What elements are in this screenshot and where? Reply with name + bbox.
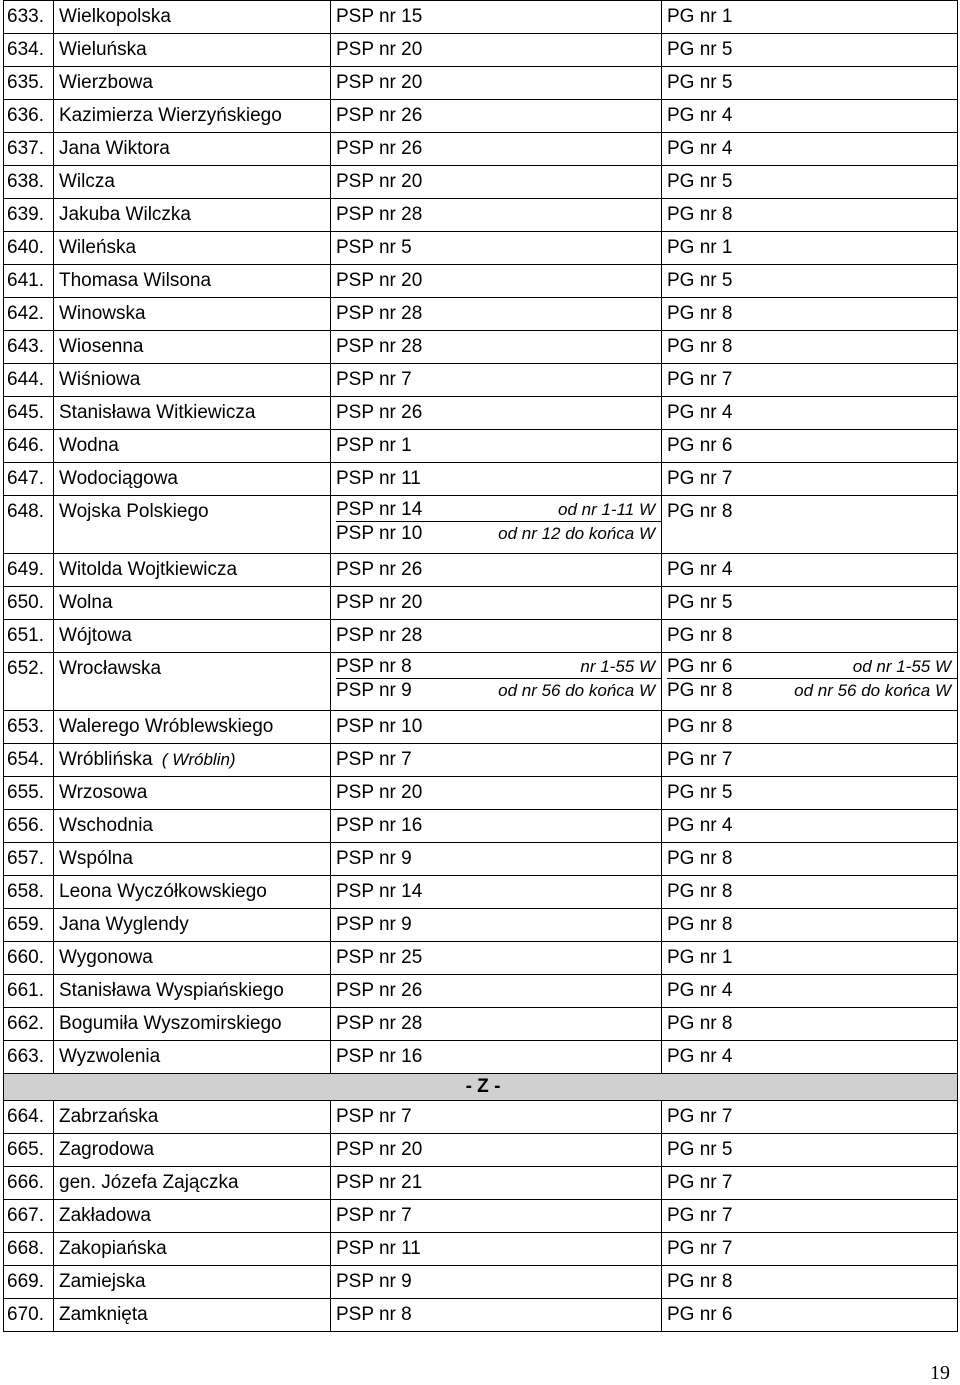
street-name: Stanisława Witkiewicza — [54, 397, 331, 430]
primary-school: PSP nr 11 — [331, 1233, 662, 1266]
table-row — [4, 1134, 958, 1167]
middle-school: PG nr 8 — [662, 876, 958, 909]
street-name: Wojska Polskiego — [54, 496, 331, 554]
row-number: 643. — [4, 331, 54, 364]
street-name: Wspólna — [54, 843, 331, 876]
street-name: Jana Wiktora — [54, 133, 331, 166]
page-number: 19 — [930, 1362, 950, 1384]
primary-school: PSP nr 14 — [336, 499, 423, 520]
primary-school-cell — [331, 496, 662, 554]
table-row — [4, 909, 958, 942]
row-number: 660. — [4, 942, 54, 975]
range-note: nr 1-55 W — [580, 657, 655, 676]
street-name: Wrzosowa — [54, 777, 331, 810]
table-row — [4, 1200, 958, 1233]
primary-school: PSP nr 11 — [331, 463, 662, 496]
middle-school: PG nr 7 — [662, 1233, 958, 1266]
row-number: 652. — [4, 653, 54, 711]
middle-school: PG nr 8 — [662, 298, 958, 331]
street-name: Wyzwolenia — [54, 1041, 331, 1074]
primary-school: PSP nr 20 — [331, 587, 662, 620]
middle-school-cell — [662, 653, 958, 711]
table-row — [4, 1, 958, 34]
table-row — [4, 265, 958, 298]
street-name: gen. Józefa Zajączka — [54, 1167, 331, 1200]
street-name: Wodna — [54, 430, 331, 463]
primary-school: PSP nr 8 — [331, 1299, 662, 1332]
primary-school: PSP nr 21 — [331, 1167, 662, 1200]
middle-school: PG nr 4 — [662, 100, 958, 133]
row-number: 634. — [4, 34, 54, 67]
row-number: 655. — [4, 777, 54, 810]
table-row — [4, 364, 958, 397]
table-row — [4, 942, 958, 975]
middle-school: PG nr 7 — [662, 1167, 958, 1200]
primary-school: PSP nr 26 — [331, 554, 662, 587]
middle-school: PG nr 8 — [662, 1008, 958, 1041]
table-row — [4, 463, 958, 496]
primary-school: PSP nr 26 — [331, 397, 662, 430]
street-name: Wiśniowa — [54, 364, 331, 397]
row-number: 670. — [4, 1299, 54, 1332]
street-name: Winowska — [54, 298, 331, 331]
middle-school-range — [667, 656, 957, 679]
street-name: Bogumiła Wyszomirskiego — [54, 1008, 331, 1041]
primary-school: PSP nr 26 — [331, 133, 662, 166]
street-name: Wiosenna — [54, 331, 331, 364]
row-number: 666. — [4, 1167, 54, 1200]
row-number: 658. — [4, 876, 54, 909]
street-name: Jana Wyglendy — [54, 909, 331, 942]
middle-school: PG nr 8 — [662, 843, 958, 876]
street-name: Jakuba Wilczka — [54, 199, 331, 232]
table-row — [4, 653, 958, 711]
table-row — [4, 166, 958, 199]
primary-school: PSP nr 9 — [336, 680, 412, 701]
row-number: 657. — [4, 843, 54, 876]
row-number: 651. — [4, 620, 54, 653]
table-row — [4, 1233, 958, 1266]
row-number: 667. — [4, 1200, 54, 1233]
middle-school: PG nr 7 — [662, 744, 958, 777]
table-row — [4, 975, 958, 1008]
primary-school: PSP nr 28 — [331, 199, 662, 232]
primary-school: PSP nr 16 — [331, 1041, 662, 1074]
street-name: Stanisława Wyspiańskiego — [54, 975, 331, 1008]
middle-school: PG nr 4 — [662, 1041, 958, 1074]
street-name: Wrocławska — [54, 653, 331, 711]
table-row — [4, 810, 958, 843]
row-number: 646. — [4, 430, 54, 463]
primary-school: PSP nr 20 — [331, 1134, 662, 1167]
table-row — [4, 554, 958, 587]
street-name: Walerego Wróblewskiego — [54, 711, 331, 744]
range-note: od nr 12 do końca W — [498, 524, 655, 543]
middle-school: PG nr 8 — [662, 1266, 958, 1299]
row-number: 663. — [4, 1041, 54, 1074]
primary-school: PSP nr 9 — [331, 843, 662, 876]
table-row — [4, 1101, 958, 1134]
street-name: Wileńska — [54, 232, 331, 265]
row-number: 637. — [4, 133, 54, 166]
primary-school: PSP nr 28 — [331, 620, 662, 653]
table-row — [4, 133, 958, 166]
table-row — [4, 843, 958, 876]
range-note: od nr 1-11 W — [557, 500, 655, 519]
primary-school-range — [336, 499, 661, 522]
table-row — [4, 397, 958, 430]
street-name: Zagrodowa — [54, 1134, 331, 1167]
street-name: Thomasa Wilsona — [54, 265, 331, 298]
row-number: 641. — [4, 265, 54, 298]
range-note: od nr 1-55 W — [852, 657, 951, 676]
middle-school: PG nr 1 — [662, 1, 958, 34]
primary-school: PSP nr 14 — [331, 876, 662, 909]
row-number: 639. — [4, 199, 54, 232]
primary-school: PSP nr 8 — [336, 656, 412, 677]
middle-school: PG nr 8 — [662, 496, 958, 554]
primary-school: PSP nr 26 — [331, 975, 662, 1008]
primary-school: PSP nr 9 — [331, 909, 662, 942]
middle-school: PG nr 5 — [662, 166, 958, 199]
street-name: Wójtowa — [54, 620, 331, 653]
primary-school: PSP nr 10 — [336, 523, 423, 544]
row-number: 662. — [4, 1008, 54, 1041]
table-row — [4, 496, 958, 554]
table-row — [4, 620, 958, 653]
street-name: Wróblińska — [59, 749, 153, 770]
table-row — [4, 430, 958, 463]
primary-school: PSP nr 20 — [331, 34, 662, 67]
middle-school-range — [667, 680, 957, 702]
row-number: 653. — [4, 711, 54, 744]
primary-school: PSP nr 26 — [331, 100, 662, 133]
middle-school: PG nr 8 — [667, 680, 733, 701]
table-row — [4, 331, 958, 364]
middle-school: PG nr 7 — [662, 463, 958, 496]
row-number: 656. — [4, 810, 54, 843]
row-number: 647. — [4, 463, 54, 496]
middle-school: PG nr 4 — [662, 133, 958, 166]
table-row — [4, 587, 958, 620]
table-row — [4, 744, 958, 777]
middle-school: PG nr 5 — [662, 587, 958, 620]
table-row — [4, 298, 958, 331]
primary-school: PSP nr 16 — [331, 810, 662, 843]
street-name: Wodociągowa — [54, 463, 331, 496]
range-note: od nr 56 do końca W — [794, 681, 951, 700]
row-number: 640. — [4, 232, 54, 265]
middle-school: PG nr 6 — [667, 656, 733, 677]
row-number: 664. — [4, 1101, 54, 1134]
middle-school: PG nr 8 — [662, 711, 958, 744]
primary-school: PSP nr 28 — [331, 1008, 662, 1041]
middle-school: PG nr 4 — [662, 397, 958, 430]
street-name-cell — [54, 744, 331, 777]
row-number: 642. — [4, 298, 54, 331]
table-row — [4, 1041, 958, 1074]
street-name: Zakładowa — [54, 1200, 331, 1233]
middle-school: PG nr 8 — [662, 620, 958, 653]
primary-school: PSP nr 20 — [331, 265, 662, 298]
table-row — [4, 100, 958, 133]
primary-school: PSP nr 10 — [331, 711, 662, 744]
primary-school-range — [336, 680, 661, 702]
row-number: 644. — [4, 364, 54, 397]
street-name: Wielkopolska — [54, 1, 331, 34]
primary-school: PSP nr 1 — [331, 430, 662, 463]
table-row — [4, 34, 958, 67]
table-row — [4, 232, 958, 265]
table-row — [4, 711, 958, 744]
street-name: Wygonowa — [54, 942, 331, 975]
middle-school: PG nr 5 — [662, 265, 958, 298]
street-name: Zamknięta — [54, 1299, 331, 1332]
row-number: 636. — [4, 100, 54, 133]
row-number: 633. — [4, 1, 54, 34]
primary-school: PSP nr 7 — [331, 364, 662, 397]
street-name: Wieluńska — [54, 34, 331, 67]
street-name: Zakopiańska — [54, 1233, 331, 1266]
primary-school: PSP nr 20 — [331, 67, 662, 100]
row-number: 661. — [4, 975, 54, 1008]
primary-school: PSP nr 5 — [331, 232, 662, 265]
middle-school: PG nr 4 — [662, 975, 958, 1008]
range-note: od nr 56 do końca W — [498, 681, 655, 700]
street-name: Wolna — [54, 587, 331, 620]
middle-school: PG nr 1 — [662, 232, 958, 265]
middle-school: PG nr 5 — [662, 777, 958, 810]
street-name: Wierzbowa — [54, 67, 331, 100]
primary-school: PSP nr 28 — [331, 298, 662, 331]
table-row — [4, 199, 958, 232]
row-number: 669. — [4, 1266, 54, 1299]
middle-school: PG nr 6 — [662, 1299, 958, 1332]
section-letter-z: - Z - — [4, 1074, 958, 1101]
middle-school: PG nr 5 — [662, 67, 958, 100]
primary-school: PSP nr 7 — [331, 744, 662, 777]
primary-school: PSP nr 15 — [331, 1, 662, 34]
row-number: 648. — [4, 496, 54, 554]
middle-school: PG nr 7 — [662, 1200, 958, 1233]
middle-school: PG nr 8 — [662, 909, 958, 942]
table-row — [4, 1167, 958, 1200]
row-number: 659. — [4, 909, 54, 942]
row-number: 654. — [4, 744, 54, 777]
middle-school: PG nr 7 — [662, 1101, 958, 1134]
middle-school: PG nr 8 — [662, 331, 958, 364]
street-note: ( Wróblin) — [161, 750, 236, 769]
middle-school: PG nr 6 — [662, 430, 958, 463]
primary-school-range — [336, 656, 661, 679]
table-row — [4, 1008, 958, 1041]
middle-school: PG nr 4 — [662, 810, 958, 843]
school-district-table — [3, 0, 958, 1332]
street-name: Kazimierza Wierzyńskiego — [54, 100, 331, 133]
middle-school: PG nr 8 — [662, 199, 958, 232]
middle-school: PG nr 5 — [662, 34, 958, 67]
primary-school-cell — [331, 653, 662, 711]
primary-school: PSP nr 7 — [331, 1101, 662, 1134]
row-number: 668. — [4, 1233, 54, 1266]
table-row — [4, 876, 958, 909]
middle-school: PG nr 7 — [662, 364, 958, 397]
primary-school: PSP nr 7 — [331, 1200, 662, 1233]
table-row — [4, 1299, 958, 1332]
row-number: 638. — [4, 166, 54, 199]
street-name: Wilcza — [54, 166, 331, 199]
table-row — [4, 1266, 958, 1299]
primary-school: PSP nr 28 — [331, 331, 662, 364]
primary-school: PSP nr 20 — [331, 166, 662, 199]
middle-school: PG nr 1 — [662, 942, 958, 975]
primary-school: PSP nr 20 — [331, 777, 662, 810]
table-row — [4, 67, 958, 100]
row-number: 635. — [4, 67, 54, 100]
row-number: 645. — [4, 397, 54, 430]
street-name: Leona Wyczółkowskiego — [54, 876, 331, 909]
street-name: Zabrzańska — [54, 1101, 331, 1134]
table-row — [4, 777, 958, 810]
middle-school: PG nr 5 — [662, 1134, 958, 1167]
street-name: Zamiejska — [54, 1266, 331, 1299]
row-number: 650. — [4, 587, 54, 620]
row-number: 649. — [4, 554, 54, 587]
section-header-row — [4, 1074, 958, 1101]
primary-school: PSP nr 25 — [331, 942, 662, 975]
row-number: 665. — [4, 1134, 54, 1167]
primary-school-range — [336, 523, 661, 545]
street-name: Witolda Wojtkiewicza — [54, 554, 331, 587]
middle-school: PG nr 4 — [662, 554, 958, 587]
primary-school: PSP nr 9 — [331, 1266, 662, 1299]
street-name: Wschodnia — [54, 810, 331, 843]
